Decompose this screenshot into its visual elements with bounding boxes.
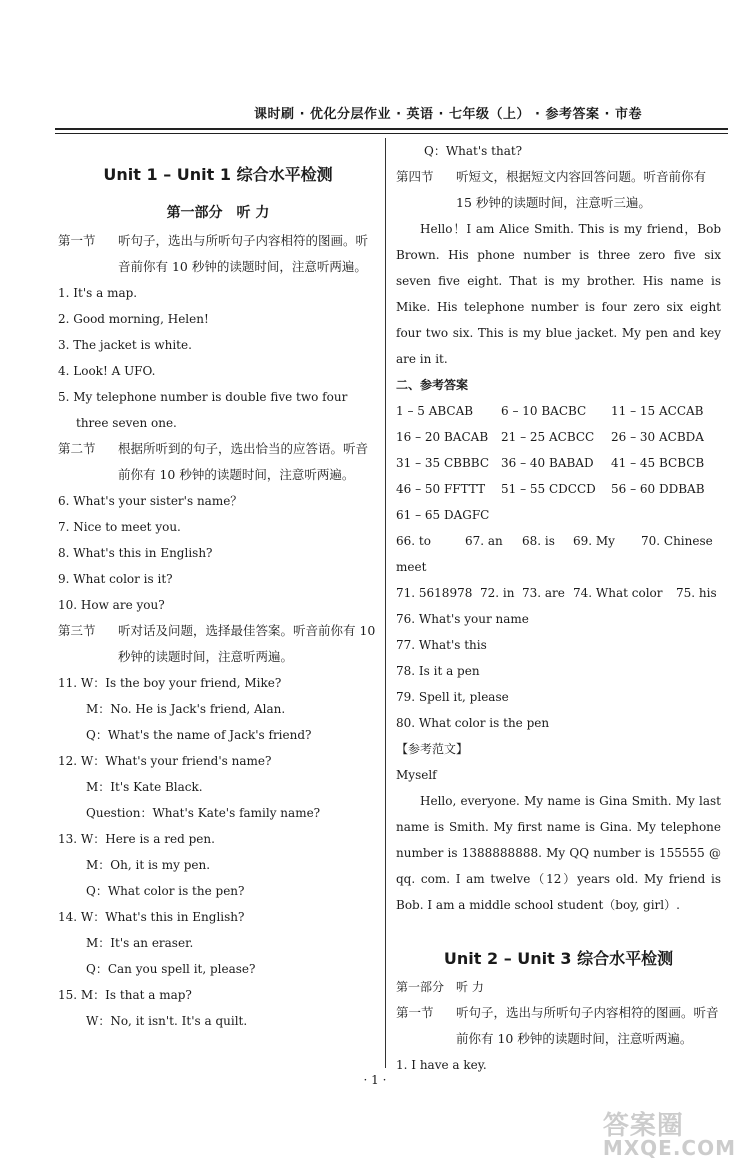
answer-cell: 26 – 30 ACBDA xyxy=(611,430,704,444)
page-number: · 1 · xyxy=(363,1073,387,1087)
list-item: 10. How are you? xyxy=(58,598,165,612)
section4-text: 听短文，根据短文内容回答问题。听音前你有 15 秒钟的读题时间，注意听三遍。 xyxy=(456,169,707,210)
list-item: 9. What color is it? xyxy=(58,572,173,586)
answer-row xyxy=(396,476,721,502)
dialog-line: M：It's an eraser. xyxy=(86,936,194,950)
section4-label: 第四节 xyxy=(396,169,434,184)
dialog-line: Question：What's Kate's family name? xyxy=(86,806,321,820)
answer-row xyxy=(396,424,721,450)
answer-cell: 16 – 20 BACAB xyxy=(396,430,489,444)
list-item: 1. I have a key. xyxy=(396,1058,487,1072)
answer-cell: 11 – 15 ACCAB xyxy=(611,404,704,418)
part1-heading: 第一部分 听 力 xyxy=(166,205,270,221)
list-item: 6. What's your sister's name？ xyxy=(58,494,243,508)
left-column xyxy=(58,138,378,1034)
dialog-line: 11. W：Is the boy your friend, Mike? xyxy=(58,676,282,690)
dialog-line: Q：Can you spell it, please? xyxy=(86,962,256,976)
answer-cell: 41 – 45 BCBCB xyxy=(611,456,705,470)
dialog-line: 13. W：Here is a red pen. xyxy=(58,832,215,846)
unit2-title: Unit 2 – Unit 3 综合水平检测 xyxy=(443,949,674,968)
section2-text: 根据所听到的句子，选出恰当的应答语。听音前你有 10 秒钟的读题时间，注意听两遍。 xyxy=(118,441,369,482)
answer-cell: 66. to meet xyxy=(396,534,431,574)
section3-label: 第三节 xyxy=(58,623,96,638)
dialog-line: 12. W：What's your friend's name? xyxy=(58,754,272,768)
answer-cell: 6 – 10 BACBC xyxy=(501,404,587,418)
section4-instruction xyxy=(396,164,721,216)
unit1-title: Unit 1 – Unit 1 综合水平检测 xyxy=(103,165,333,184)
answer-cell: 61 – 65 DAGFC xyxy=(396,508,490,522)
answer-cell: 69. My xyxy=(573,534,615,548)
answer-cell: 31 – 35 CBBBC xyxy=(396,456,490,470)
section1-label: 第一节 xyxy=(58,233,96,248)
right-column xyxy=(396,138,721,1078)
dialog-line: W：No, it isn't. It's a quilt. xyxy=(86,1014,248,1028)
section1-instruction xyxy=(58,228,378,280)
essay-title: Myself xyxy=(396,768,437,782)
list-item: 3. The jacket is white. xyxy=(58,338,192,352)
section1-instruction-2 xyxy=(396,1000,721,1052)
answer-cell: 68. is xyxy=(522,534,555,548)
list-item: 2. Good morning, Helen! xyxy=(58,312,209,326)
watermark-top: 答案圈 xyxy=(602,1111,684,1141)
section2-label: 第二节 xyxy=(58,441,96,456)
list-item: 4. Look! A UFO. xyxy=(58,364,156,378)
list-item: 8. What's this in English? xyxy=(58,546,213,560)
dialog-line: M：Oh, it is my pen. xyxy=(86,858,211,872)
dialog-line: Q：What's the name of Jack's friend? xyxy=(86,728,312,742)
dialog-line: Q：What color is the pen? xyxy=(86,884,245,898)
list-item: 80. What color is the pen xyxy=(396,716,550,730)
list-item: 5. My telephone number is double five two four three seven one. xyxy=(58,390,348,430)
answer-cell: 67. an xyxy=(465,534,503,548)
section3-text: 听对话及问题，选择最佳答案。听音前你有 10 秒钟的读题时间，注意听两遍。 xyxy=(118,623,376,664)
list-item: 78. Is it a pen xyxy=(396,664,480,678)
list-item: 7. Nice to meet you. xyxy=(58,520,181,534)
answer-cell: 75. his xyxy=(676,586,717,600)
fill-row xyxy=(396,528,721,580)
answer-cell: 70. Chinese xyxy=(641,534,713,548)
answer-cell: 36 – 40 BABAD xyxy=(501,456,594,470)
dialog-line: Q：What's that? xyxy=(424,144,523,158)
watermark-logo xyxy=(602,1111,736,1160)
watermark-bottom: MXQE.COM xyxy=(602,1136,736,1160)
header-rule-thick xyxy=(55,128,728,130)
section1-text: 听句子，选出与所听句子内容相符的图画。听音前你有 10 秒钟的读题时间，注意听两遍。 xyxy=(118,233,369,274)
page-header: 课时刷 · 优化分层作业 · 英语 · 七年级（上） · 参考答案 · 市卷 xyxy=(254,107,642,122)
answer-cell: 51 – 55 CDCCD xyxy=(501,482,596,496)
answer-cell: 46 – 50 FFTTT xyxy=(396,482,486,496)
answer-cell: 71. 5618978 xyxy=(396,586,473,600)
list-item: 77. What's this xyxy=(396,638,487,652)
dialog-line: 15. M：Is that a map? xyxy=(58,988,192,1002)
part1-heading-2: 第一部分 听 力 xyxy=(396,980,484,994)
list-item: 1. It's a map. xyxy=(58,286,138,300)
answer-row xyxy=(396,450,721,476)
listening-passage: Hello！I am Alice Smith. This is my friend，Bob Brown. His phone number is three zero five six seven five eight. That is my brother. His name is Mike. His telephone number is four zero six eight four two six. This is my blue jacket. My pen and key are in it. xyxy=(396,222,721,366)
answer-row xyxy=(396,398,721,424)
list-item: 79. Spell it, please xyxy=(396,690,509,704)
model-essay: Hello, everyone. My name is Gina Smith. My last name is Smith. My first name is Gina. My telephone number is 1388888888. My QQ number is 155555 @ qq. com. I am twelve（12）years old. My friend is Bob. I am a middle school student（boy, girl）. xyxy=(396,794,721,912)
header-rule-thin xyxy=(55,133,728,134)
section3-instruction xyxy=(58,618,378,670)
fill-row xyxy=(396,580,721,606)
answers-heading: 二、参考答案 xyxy=(396,378,469,392)
column-divider xyxy=(385,138,386,1068)
answer-cell: 73. are xyxy=(522,586,565,600)
list-item: 76. What's your name xyxy=(396,612,529,626)
answer-cell: 72. in xyxy=(480,586,515,600)
answer-cell: 56 – 60 DDBAB xyxy=(611,482,705,496)
dialog-line: M：No. He is Jack's friend, Alan. xyxy=(86,702,286,716)
dialog-line: M：It's Kate Black. xyxy=(86,780,203,794)
section2-instruction xyxy=(58,436,378,488)
answer-cell: 21 – 25 ACBCC xyxy=(501,430,595,444)
answer-cell: 1 – 5 ABCAB xyxy=(396,404,474,418)
essay-label: 【参考范文】 xyxy=(396,742,469,756)
section1-text-2: 听句子，选出与所听句子内容相符的图画。听音前你有 10 秒钟的读题时间，注意听两遍。 xyxy=(456,1005,719,1046)
section1-label-2: 第一节 xyxy=(396,1005,434,1020)
dialog-line: 14. W：What's this in English? xyxy=(58,910,245,924)
answer-row xyxy=(396,502,721,528)
answer-cell: 74. What color xyxy=(573,586,663,600)
